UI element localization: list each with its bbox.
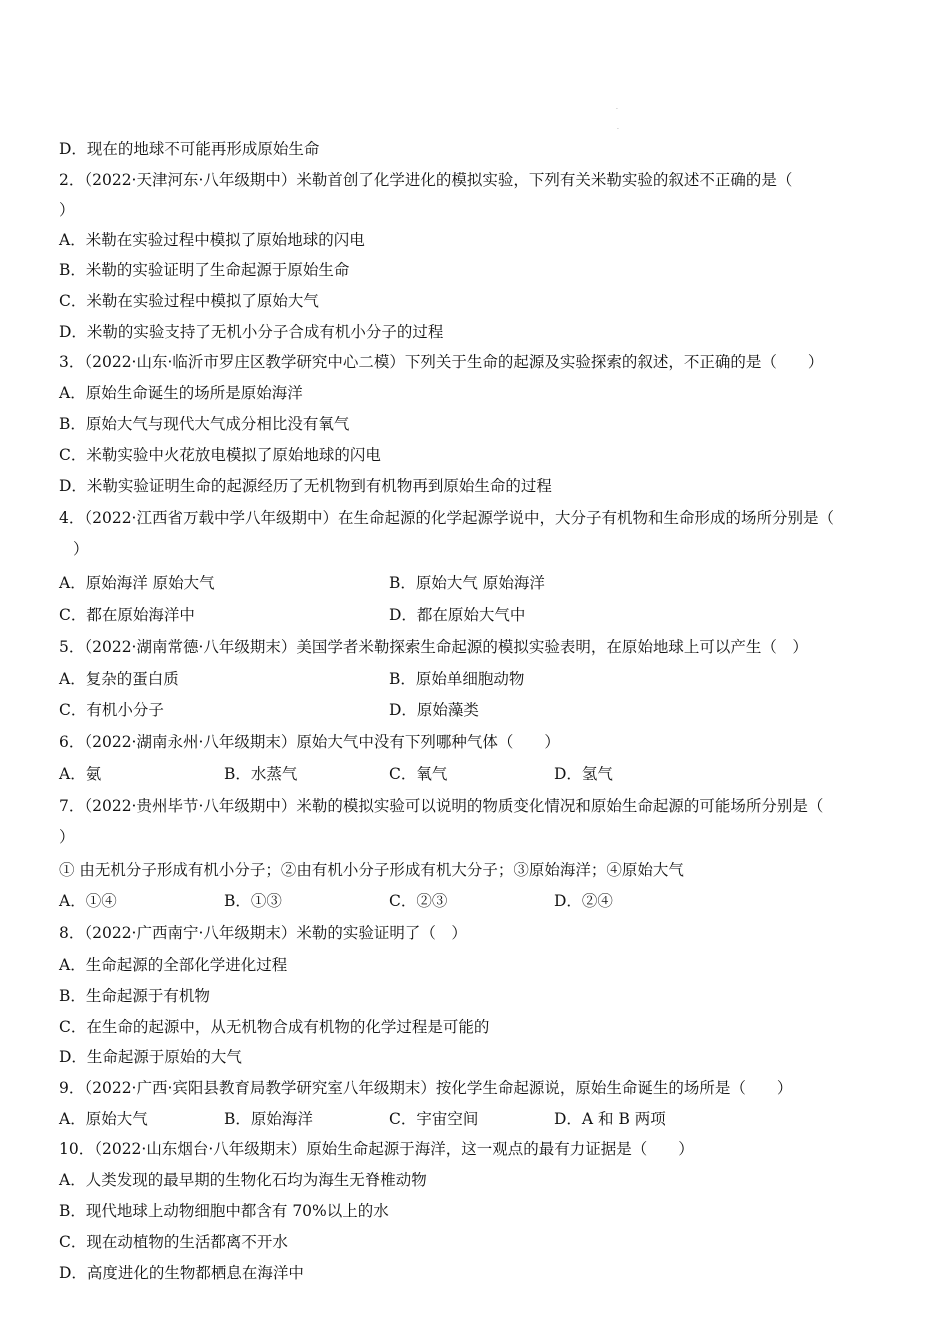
option-line: C．米勒实验中火花放电模拟了原始地球的闪电 [59, 446, 381, 464]
option-a: A．复杂的蛋白质 [59, 670, 179, 688]
question-stem-continuation: ） [59, 828, 75, 846]
question-stem: 8．（2022·广西南宁·八年级期末）米勒的实验证明了（ ） [59, 924, 467, 942]
option-b: B．①③ [224, 892, 282, 910]
option-line: A．原始生命诞生的场所是原始海洋 [59, 384, 303, 402]
option-line: B．生命起源于有机物 [59, 987, 210, 1005]
question-stem: 2．（2022·天津河东·八年级期中）米勒首创了化学进化的模拟实验，下列有关米勒实验的叙述不正确的是（ [59, 171, 793, 189]
option-c: C．都在原始海洋中 [59, 606, 195, 624]
option-a: A．氨 [59, 765, 102, 783]
question-stem: 4．（2022·江西省万载中学八年级期中）在生命起源的化学起源学说中，大分子有机物和生命形成的场所分别是（ [59, 509, 834, 527]
option-b: B．原始大气 原始海洋 [389, 574, 545, 592]
question-stem: 6．（2022·湖南永州·八年级期末）原始大气中没有下列哪种气体（ ） [59, 733, 560, 751]
option-line: A．米勒在实验过程中模拟了原始地球的闪电 [59, 231, 365, 249]
option-line: B．现代地球上动物细胞中都含有 70%以上的水 [59, 1202, 389, 1220]
question-stem-continuation: ） [59, 201, 75, 219]
question-stem: 9．（2022·广西·宾阳县教育局教学研究室八年级期末）按化学生命起源说，原始生命诞生的场所是（ ） [59, 1079, 793, 1097]
option-d: D．②④ [554, 892, 613, 910]
option-line: D．米勒实验证明生命的起源经历了无机物到有机物再到原始生命的过程 [59, 477, 552, 495]
option-d: D．都在原始大气中 [389, 606, 526, 624]
option-line: C．在生命的起源中，从无机物合成有机物的化学过程是可能的 [59, 1018, 490, 1036]
option-line: D．高度进化的生物都栖息在海洋中 [59, 1264, 304, 1282]
option-b: B．原始海洋 [224, 1110, 313, 1128]
option-line: D．米勒的实验支持了无机小分子合成有机小分子的过程 [59, 323, 444, 341]
question-stem: 7．（2022·贵州毕节·八年级期中）米勒的模拟实验可以说明的物质变化情况和原始生命起源的可能场所分别是（ [59, 797, 824, 815]
option-d: D．A 和 B 两项 [554, 1110, 666, 1128]
option-c: C．②③ [389, 892, 448, 910]
option-b: B．水蒸气 [224, 765, 298, 783]
option-line: B．原始大气与现代大气成分相比没有氧气 [59, 415, 350, 433]
question-statements: ① 由无机分子形成有机小分子；②由有机小分子形成有机大分子；③原始海洋；④原始大气 [59, 861, 684, 879]
option-line: D．生命起源于原始的大气 [59, 1048, 242, 1066]
question-stem: 5．（2022·湖南常德·八年级期末）美国学者米勒探索生命起源的模拟实验表明，在原始地球上可以产生（ ） [59, 638, 808, 656]
option-line: D．现在的地球不可能再形成原始生命 [59, 140, 320, 158]
option-d: D．原始藻类 [389, 701, 479, 719]
scan-mark: · [616, 106, 618, 113]
option-c: C．宇宙空间 [389, 1110, 479, 1128]
option-d: D．氢气 [554, 765, 613, 783]
option-line: C．现在动植物的生活都离不开水 [59, 1233, 288, 1251]
option-line: A．人类发现的最早期的生物化石均为海生无脊椎动物 [59, 1171, 427, 1189]
option-a: A．原始海洋 原始大气 [59, 574, 215, 592]
option-b: B．原始单细胞动物 [389, 670, 525, 688]
option-a: A．原始大气 [59, 1110, 148, 1128]
option-c: C．氧气 [389, 765, 448, 783]
option-c: C．有机小分子 [59, 701, 164, 719]
question-stem-continuation: ） [73, 540, 89, 558]
option-line: C．米勒在实验过程中模拟了原始大气 [59, 292, 319, 310]
question-stem: 10．（2022·山东烟台·八年级期末）原始生命起源于海洋，这一观点的最有力证据是（ ） [59, 1140, 694, 1158]
scan-mark: . [617, 124, 619, 131]
option-a: A．①④ [59, 892, 117, 910]
option-line: A．生命起源的全部化学进化过程 [59, 956, 288, 974]
option-line: B．米勒的实验证明了生命起源于原始生命 [59, 261, 350, 279]
question-stem: 3．（2022·山东·临沂市罗庄区教学研究中心二模）下列关于生命的起源及实验探索的叙述，不正确的是（ ） [59, 353, 824, 371]
